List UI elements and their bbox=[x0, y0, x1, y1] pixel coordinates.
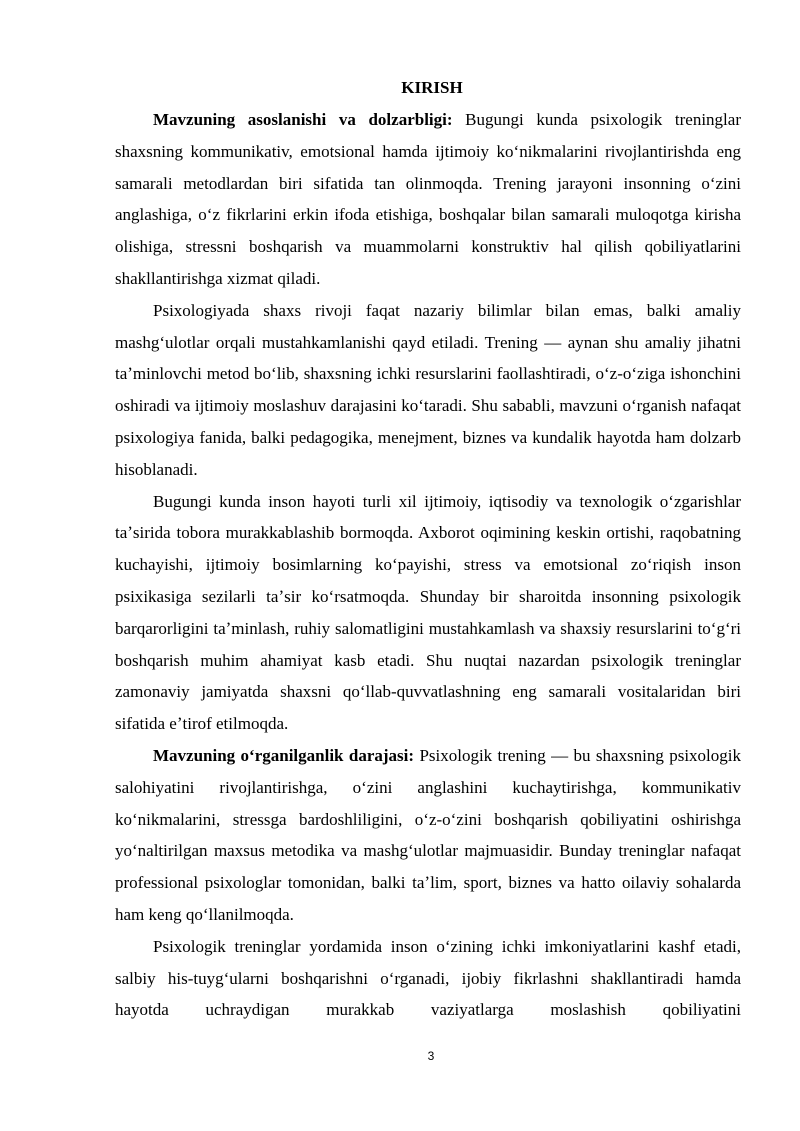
paragraph-3 bbox=[115, 486, 741, 740]
paragraph-text: Psixologiyada shaxs rivoji faqat nazariy bilimlar bilan emas, balki amaliy mashgʻulotlar orqali mustahkamlanishi qayd etiladi. Trening — aynan shu amaliy jihatni taʼminlovchi metod boʻlib, shaxsning ichki resurslarini faollashtiradi, oʻz-oʻziga ishonchini oshiradi va ijtimoiy moslashuv darajasini koʻtaradi. Shu sababli, mavzuni oʻrganish nafaqat psixologiya fanida, balki pedagogika, menejment, biznes va kundalik hayotda ham dolzarb hisoblanadi. bbox=[115, 300, 741, 479]
paragraph-4 bbox=[115, 740, 741, 931]
page-content bbox=[115, 72, 741, 1026]
paragraph-lead: Mavzuning asoslanishi va dolzarbligi: bbox=[153, 110, 453, 129]
paragraph-text: Psixologik treninglar yordamida inson oʻzining ichki imkoniyatlarini kashf etadi, salbiy his-tuygʻularni boshqarishni oʻrganadi, ijobiy fikrlashni shakllantiradi hamda hayotda uchraydigan murakkab vaziyatlarga moslashish qobiliyatini bbox=[115, 936, 741, 1020]
paragraph-5 bbox=[115, 931, 741, 1026]
paragraph-text: Bugungi kunda inson hayoti turli xil ijtimoiy, iqtisodiy va texnologik oʻzgarishlar taʼsirida tobora murakkablashib bormoqda. Axborot oqimining keskin ortishi, raqobatning kuchayishi, ijtimoiy bosimlarning koʻpayishi, stress va emotsional zoʻriqish inson psixikasiga sezilarli taʼsir koʻrsatmoqda. Shunday bir sharoitda insonning psixologik barqarorligini taʼminlash, ruhiy salomatligini mustahkamlash va shaxsiy resurslarini toʻgʻri boshqarish muhim ahamiyat kasb etadi. Shu nuqtai nazardan psixologik treninglar zamonaviy jamiyatda shaxsni qoʻllab-quvvatlashning eng samarali vositalaridan biri sifatida eʼtirof etilmoqda. bbox=[115, 491, 741, 734]
paragraph-lead: Mavzuning oʻrganilganlik darajasi: bbox=[153, 745, 415, 765]
paragraph-text: Bugungi kunda psixologik treninglar shaxsning kommunikativ, emotsional hamda ijtimoiy koʻnikmalarini rivojlantirishda eng samarali metodlardan biri sifatida tan olinmoqda. Trening jarayoni insonning oʻzini anglashiga, oʻz fikrlarini erkin ifoda etishiga, boshqalar bilan samarali muloqotga kirisha olishiga, stressni boshqarish va muammolarni konstruktiv hal qilish qobiliyatlarini shakllantirishga xizmat qiladi. bbox=[115, 110, 741, 288]
page-number: 3 bbox=[427, 1049, 435, 1063]
section-heading: KIRISH bbox=[401, 78, 463, 97]
paragraph-2 bbox=[115, 295, 741, 486]
paragraph-text: Psixologik trening — bu shaxsning psixologik salohiyatini rivojlantirishga, oʻzini anglashini kuchaytirishga, kommunikativ koʻnikmalarini, stressga bardoshliligini, oʻz-oʻzini boshqarish qobiliyatini oshirishga yoʻnaltirilgan maxsus metodika va mashgʻulotlar majmuasidir. Bunday treninglar nafaqat professional psixologlar tomonidan, balki taʼlim, sport, biznes va hatto oilaviy sohalarda ham keng qoʻllanilmoqda. bbox=[115, 745, 741, 924]
paragraph-1 bbox=[115, 104, 741, 295]
